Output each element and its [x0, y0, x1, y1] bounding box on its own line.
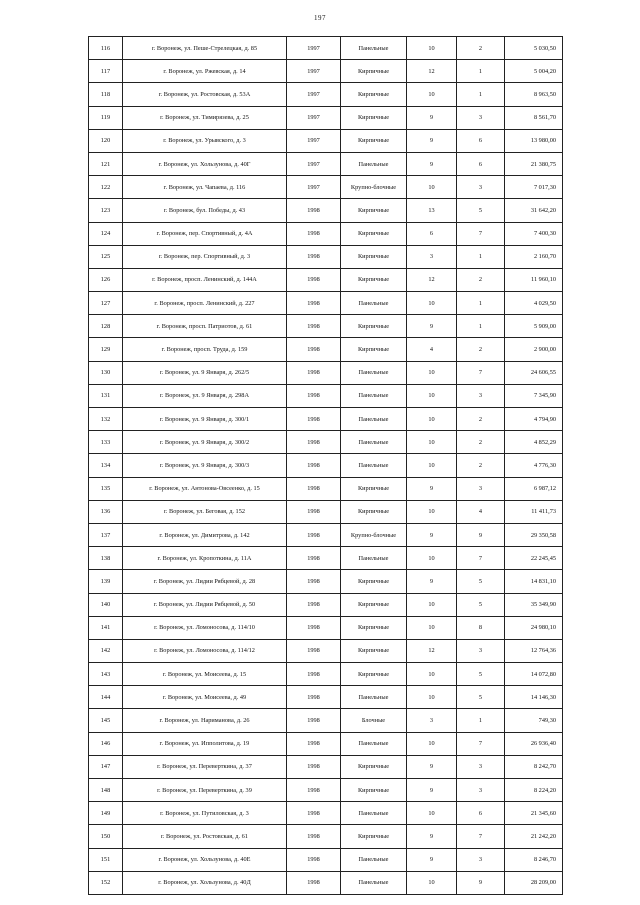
area-cell: 29 350,58	[505, 523, 563, 546]
floors-cell: 10	[407, 871, 457, 894]
floors-cell: 12	[407, 60, 457, 83]
address-cell: г. Воронеж, ул. 9 Января, д. 300/3	[123, 454, 287, 477]
entrances-cell: 3	[457, 477, 505, 500]
material-cell: Кирпичные	[341, 268, 407, 291]
address-cell: г. Воронеж, ул. Тимирязева, д. 25	[123, 106, 287, 129]
floors-cell: 12	[407, 639, 457, 662]
address-cell: г. Воронеж, ул. Димитрова, д. 142	[123, 523, 287, 546]
material-cell: Панельные	[341, 292, 407, 315]
area-cell: 8 963,50	[505, 83, 563, 106]
row-number-cell: 122	[89, 176, 123, 199]
material-cell: Кирпичные	[341, 616, 407, 639]
area-cell: 22 245,45	[505, 547, 563, 570]
entrances-cell: 5	[457, 686, 505, 709]
entrances-cell: 9	[457, 871, 505, 894]
area-cell: 24 980,10	[505, 616, 563, 639]
row-number-cell: 136	[89, 500, 123, 523]
floors-cell: 10	[407, 454, 457, 477]
area-cell: 4 852,29	[505, 431, 563, 454]
table-row	[89, 245, 563, 268]
row-number-cell: 150	[89, 825, 123, 848]
area-cell: 7 400,30	[505, 222, 563, 245]
year-cell: 1998	[287, 361, 341, 384]
address-cell: г. Воронеж, ул. Ипполитова, д. 19	[123, 732, 287, 755]
floors-cell: 9	[407, 152, 457, 175]
address-cell: г. Воронеж, ул. Урывского, д. 3	[123, 129, 287, 152]
entrances-cell: 2	[457, 431, 505, 454]
row-number-cell: 126	[89, 268, 123, 291]
table-row	[89, 60, 563, 83]
material-cell: Кирпичные	[341, 245, 407, 268]
year-cell: 1998	[287, 477, 341, 500]
area-cell: 4 776,30	[505, 454, 563, 477]
table-row	[89, 570, 563, 593]
address-cell: г. Воронеж, ул. Хользунова, д. 40Е	[123, 848, 287, 871]
floors-cell: 9	[407, 779, 457, 802]
entrances-cell: 5	[457, 663, 505, 686]
entrances-cell: 7	[457, 547, 505, 570]
table-row	[89, 686, 563, 709]
address-cell: г. Воронеж, ул. Пеше-Стрелецкая, д. 85	[123, 37, 287, 60]
entrances-cell: 3	[457, 176, 505, 199]
entrances-cell: 8	[457, 616, 505, 639]
address-cell: г. Воронеж, ул. Кропоткина, д. 11А	[123, 547, 287, 570]
area-cell: 7 345,90	[505, 384, 563, 407]
entrances-cell: 2	[457, 338, 505, 361]
table-row	[89, 454, 563, 477]
material-cell: Кирпичные	[341, 639, 407, 662]
entrances-cell: 4	[457, 500, 505, 523]
table-row	[89, 37, 563, 60]
entrances-cell: 5	[457, 199, 505, 222]
row-number-cell: 129	[89, 338, 123, 361]
material-cell: Крупно-блочные	[341, 176, 407, 199]
row-number-cell: 118	[89, 83, 123, 106]
address-cell: г. Воронеж, ул. Ломоносова, д. 114/12	[123, 639, 287, 662]
area-cell: 13 980,00	[505, 129, 563, 152]
entrances-cell: 2	[457, 37, 505, 60]
table-row	[89, 338, 563, 361]
year-cell: 1998	[287, 848, 341, 871]
address-cell: г. Воронеж, ул. Лидии Рябцевой, д. 28	[123, 570, 287, 593]
entrances-cell: 3	[457, 755, 505, 778]
area-cell: 7 017,30	[505, 176, 563, 199]
year-cell: 1998	[287, 709, 341, 732]
table-row	[89, 199, 563, 222]
material-cell: Панельные	[341, 802, 407, 825]
row-number-cell: 123	[89, 199, 123, 222]
floors-cell: 9	[407, 848, 457, 871]
housing-registry-table	[88, 36, 563, 895]
address-cell: г. Воронеж, ул. Лидии Рябцевой, д. 50	[123, 593, 287, 616]
row-number-cell: 149	[89, 802, 123, 825]
floors-cell: 9	[407, 315, 457, 338]
year-cell: 1998	[287, 384, 341, 407]
floors-cell: 10	[407, 37, 457, 60]
year-cell: 1998	[287, 663, 341, 686]
table-row	[89, 477, 563, 500]
row-number-cell: 120	[89, 129, 123, 152]
row-number-cell: 147	[89, 755, 123, 778]
year-cell: 1998	[287, 338, 341, 361]
area-cell: 749,30	[505, 709, 563, 732]
row-number-cell: 142	[89, 639, 123, 662]
year-cell: 1998	[287, 268, 341, 291]
entrances-cell: 7	[457, 825, 505, 848]
entrances-cell: 1	[457, 60, 505, 83]
area-cell: 8 561,70	[505, 106, 563, 129]
area-cell: 31 642,20	[505, 199, 563, 222]
year-cell: 1998	[287, 292, 341, 315]
floors-cell: 9	[407, 129, 457, 152]
material-cell: Кирпичные	[341, 60, 407, 83]
floors-cell: 4	[407, 338, 457, 361]
year-cell: 1998	[287, 825, 341, 848]
address-cell: г. Воронеж, ул. Антонова-Овсеенко, д. 15	[123, 477, 287, 500]
row-number-cell: 135	[89, 477, 123, 500]
material-cell: Кирпичные	[341, 338, 407, 361]
area-cell: 11 411,73	[505, 500, 563, 523]
area-cell: 2 160,70	[505, 245, 563, 268]
area-cell: 5 004,20	[505, 60, 563, 83]
table-row	[89, 500, 563, 523]
address-cell: г. Воронеж, ул. Моисеева, д. 49	[123, 686, 287, 709]
row-number-cell: 145	[89, 709, 123, 732]
floors-cell: 10	[407, 547, 457, 570]
area-cell: 21 380,75	[505, 152, 563, 175]
table-row	[89, 825, 563, 848]
table-row	[89, 709, 563, 732]
table-row	[89, 152, 563, 175]
address-cell: г. Воронеж, ул. Хользунова, д. 40Д	[123, 871, 287, 894]
entrances-cell: 2	[457, 454, 505, 477]
material-cell: Панельные	[341, 152, 407, 175]
row-number-cell: 119	[89, 106, 123, 129]
table-row	[89, 802, 563, 825]
year-cell: 1998	[287, 593, 341, 616]
row-number-cell: 125	[89, 245, 123, 268]
area-cell: 8 242,70	[505, 755, 563, 778]
entrances-cell: 3	[457, 848, 505, 871]
address-cell: г. Воронеж, ул. 9 Января, д. 262/5	[123, 361, 287, 384]
material-cell: Кирпичные	[341, 570, 407, 593]
material-cell: Кирпичные	[341, 825, 407, 848]
address-cell: г. Воронеж, ул. Нариманова, д. 26	[123, 709, 287, 732]
year-cell: 1998	[287, 802, 341, 825]
area-cell: 6 987,12	[505, 477, 563, 500]
floors-cell: 3	[407, 709, 457, 732]
material-cell: Кирпичные	[341, 755, 407, 778]
entrances-cell: 5	[457, 570, 505, 593]
address-cell: г. Воронеж, просп. Ленинский, д. 144А	[123, 268, 287, 291]
floors-cell: 10	[407, 176, 457, 199]
material-cell: Кирпичные	[341, 779, 407, 802]
address-cell: г. Воронеж, ул. Чапаева, д. 116	[123, 176, 287, 199]
year-cell: 1998	[287, 454, 341, 477]
year-cell: 1998	[287, 431, 341, 454]
entrances-cell: 7	[457, 361, 505, 384]
floors-cell: 10	[407, 361, 457, 384]
floors-cell: 9	[407, 523, 457, 546]
material-cell: Панельные	[341, 454, 407, 477]
table-row	[89, 593, 563, 616]
area-cell: 35 349,90	[505, 593, 563, 616]
entrances-cell: 7	[457, 732, 505, 755]
material-cell: Кирпичные	[341, 477, 407, 500]
table-row	[89, 779, 563, 802]
table-row	[89, 292, 563, 315]
material-cell: Блочные	[341, 709, 407, 732]
material-cell: Кирпичные	[341, 106, 407, 129]
area-cell: 4 794,90	[505, 408, 563, 431]
year-cell: 1998	[287, 871, 341, 894]
floors-cell: 10	[407, 384, 457, 407]
year-cell: 1998	[287, 408, 341, 431]
address-cell: г. Воронеж, пер. Спортивный, д. 3	[123, 245, 287, 268]
address-cell: г. Воронеж, ул. Хользунова, д. 40Г	[123, 152, 287, 175]
entrances-cell: 5	[457, 593, 505, 616]
entrances-cell: 1	[457, 83, 505, 106]
year-cell: 1997	[287, 152, 341, 175]
table-row	[89, 616, 563, 639]
year-cell: 1998	[287, 547, 341, 570]
material-cell: Кирпичные	[341, 83, 407, 106]
area-cell: 8 246,70	[505, 848, 563, 871]
entrances-cell: 6	[457, 152, 505, 175]
entrances-cell: 3	[457, 779, 505, 802]
material-cell: Панельные	[341, 361, 407, 384]
address-cell: г. Воронеж, бул. Победы, д. 43	[123, 199, 287, 222]
address-cell: г. Воронеж, ул. 9 Января, д. 300/1	[123, 408, 287, 431]
table-row	[89, 268, 563, 291]
area-cell: 14 146,30	[505, 686, 563, 709]
floors-cell: 10	[407, 408, 457, 431]
floors-cell: 10	[407, 83, 457, 106]
material-cell: Панельные	[341, 431, 407, 454]
year-cell: 1998	[287, 755, 341, 778]
row-number-cell: 116	[89, 37, 123, 60]
row-number-cell: 124	[89, 222, 123, 245]
address-cell: г. Воронеж, ул. Ломоносова, д. 114/10	[123, 616, 287, 639]
row-number-cell: 143	[89, 663, 123, 686]
row-number-cell: 139	[89, 570, 123, 593]
address-cell: г. Воронеж, ул. 9 Января, д. 298А	[123, 384, 287, 407]
floors-cell: 10	[407, 292, 457, 315]
row-number-cell: 146	[89, 732, 123, 755]
row-number-cell: 117	[89, 60, 123, 83]
row-number-cell: 137	[89, 523, 123, 546]
table-row	[89, 755, 563, 778]
table-row	[89, 361, 563, 384]
material-cell: Кирпичные	[341, 315, 407, 338]
address-cell: г. Воронеж, ул. Беговая, д. 152	[123, 500, 287, 523]
material-cell: Панельные	[341, 547, 407, 570]
area-cell: 4 029,50	[505, 292, 563, 315]
address-cell: г. Воронеж, ул. Моисеева, д. 15	[123, 663, 287, 686]
year-cell: 1998	[287, 500, 341, 523]
table-row	[89, 315, 563, 338]
table-row	[89, 547, 563, 570]
year-cell: 1997	[287, 60, 341, 83]
year-cell: 1998	[287, 523, 341, 546]
area-cell: 8 224,20	[505, 779, 563, 802]
entrances-cell: 6	[457, 129, 505, 152]
table-row	[89, 848, 563, 871]
address-cell: г. Воронеж, ул. Ржевская, д. 14	[123, 60, 287, 83]
year-cell: 1997	[287, 37, 341, 60]
year-cell: 1997	[287, 106, 341, 129]
table-row	[89, 222, 563, 245]
entrances-cell: 3	[457, 639, 505, 662]
entrances-cell: 3	[457, 384, 505, 407]
table-row	[89, 106, 563, 129]
year-cell: 1997	[287, 176, 341, 199]
address-cell: г. Воронеж, пер. Спортивный, д. 4А	[123, 222, 287, 245]
row-number-cell: 152	[89, 871, 123, 894]
row-number-cell: 148	[89, 779, 123, 802]
table-row	[89, 732, 563, 755]
area-cell: 14 072,80	[505, 663, 563, 686]
address-cell: г. Воронеж, просп. Ленинский, д. 227	[123, 292, 287, 315]
table-row	[89, 639, 563, 662]
address-cell: г. Воронеж, ул. Ростовская, д. 61	[123, 825, 287, 848]
row-number-cell: 138	[89, 547, 123, 570]
floors-cell: 9	[407, 477, 457, 500]
material-cell: Панельные	[341, 732, 407, 755]
row-number-cell: 127	[89, 292, 123, 315]
area-cell: 5 030,50	[505, 37, 563, 60]
floors-cell: 10	[407, 593, 457, 616]
floors-cell: 10	[407, 732, 457, 755]
row-number-cell: 130	[89, 361, 123, 384]
address-cell: г. Воронеж, ул. Переверткина, д. 37	[123, 755, 287, 778]
table-row	[89, 431, 563, 454]
entrances-cell: 2	[457, 268, 505, 291]
row-number-cell: 128	[89, 315, 123, 338]
area-cell: 26 936,40	[505, 732, 563, 755]
material-cell: Кирпичные	[341, 593, 407, 616]
area-cell: 2 900,00	[505, 338, 563, 361]
material-cell: Панельные	[341, 37, 407, 60]
table-row	[89, 384, 563, 407]
floors-cell: 9	[407, 755, 457, 778]
area-cell: 11 960,10	[505, 268, 563, 291]
entrances-cell: 1	[457, 292, 505, 315]
area-cell: 21 345,60	[505, 802, 563, 825]
floors-cell: 9	[407, 825, 457, 848]
entrances-cell: 1	[457, 709, 505, 732]
year-cell: 1998	[287, 639, 341, 662]
year-cell: 1998	[287, 732, 341, 755]
year-cell: 1998	[287, 570, 341, 593]
material-cell: Кирпичные	[341, 129, 407, 152]
entrances-cell: 6	[457, 802, 505, 825]
row-number-cell: 141	[89, 616, 123, 639]
area-cell: 5 909,00	[505, 315, 563, 338]
floors-cell: 10	[407, 663, 457, 686]
row-number-cell: 121	[89, 152, 123, 175]
entrances-cell: 2	[457, 408, 505, 431]
row-number-cell: 131	[89, 384, 123, 407]
material-cell: Панельные	[341, 848, 407, 871]
floors-cell: 9	[407, 106, 457, 129]
year-cell: 1998	[287, 222, 341, 245]
area-cell: 28 209,00	[505, 871, 563, 894]
area-cell: 24 606,55	[505, 361, 563, 384]
entrances-cell: 7	[457, 222, 505, 245]
floors-cell: 10	[407, 686, 457, 709]
material-cell: Панельные	[341, 686, 407, 709]
year-cell: 1998	[287, 686, 341, 709]
page-number: 197	[314, 14, 326, 22]
table-body	[89, 37, 563, 895]
year-cell: 1998	[287, 245, 341, 268]
year-cell: 1997	[287, 83, 341, 106]
floors-cell: 10	[407, 500, 457, 523]
floors-cell: 10	[407, 431, 457, 454]
area-cell: 21 242,20	[505, 825, 563, 848]
material-cell: Кирпичные	[341, 663, 407, 686]
address-cell: г. Воронеж, ул. Путиловская, д. 3	[123, 802, 287, 825]
entrances-cell: 9	[457, 523, 505, 546]
table-row	[89, 129, 563, 152]
floors-cell: 10	[407, 616, 457, 639]
row-number-cell: 151	[89, 848, 123, 871]
row-number-cell: 134	[89, 454, 123, 477]
table-row	[89, 408, 563, 431]
year-cell: 1998	[287, 616, 341, 639]
row-number-cell: 144	[89, 686, 123, 709]
table-row	[89, 523, 563, 546]
table-row	[89, 176, 563, 199]
area-cell: 12 764,36	[505, 639, 563, 662]
table-row	[89, 871, 563, 894]
floors-cell: 6	[407, 222, 457, 245]
material-cell: Панельные	[341, 408, 407, 431]
address-cell: г. Воронеж, просп. Труда, д. 159	[123, 338, 287, 361]
floors-cell: 9	[407, 570, 457, 593]
row-number-cell: 133	[89, 431, 123, 454]
table-row	[89, 83, 563, 106]
material-cell: Кирпичные	[341, 222, 407, 245]
material-cell: Кирпичные	[341, 199, 407, 222]
address-cell: г. Воронеж, просп. Патриотов, д. 61	[123, 315, 287, 338]
entrances-cell: 1	[457, 245, 505, 268]
address-cell: г. Воронеж, ул. Ростовская, д. 53А	[123, 83, 287, 106]
row-number-cell: 140	[89, 593, 123, 616]
address-cell: г. Воронеж, ул. 9 Января, д. 300/2	[123, 431, 287, 454]
entrances-cell: 3	[457, 106, 505, 129]
floors-cell: 13	[407, 199, 457, 222]
table-row	[89, 663, 563, 686]
entrances-cell: 1	[457, 315, 505, 338]
year-cell: 1997	[287, 129, 341, 152]
material-cell: Панельные	[341, 871, 407, 894]
material-cell: Кирпичные	[341, 500, 407, 523]
year-cell: 1998	[287, 199, 341, 222]
area-cell: 14 831,10	[505, 570, 563, 593]
year-cell: 1998	[287, 779, 341, 802]
floors-cell: 3	[407, 245, 457, 268]
material-cell: Панельные	[341, 384, 407, 407]
floors-cell: 10	[407, 802, 457, 825]
material-cell: Крупно-блочные	[341, 523, 407, 546]
address-cell: г. Воронеж, ул. Переверткина, д. 39	[123, 779, 287, 802]
row-number-cell: 132	[89, 408, 123, 431]
year-cell: 1998	[287, 315, 341, 338]
floors-cell: 12	[407, 268, 457, 291]
